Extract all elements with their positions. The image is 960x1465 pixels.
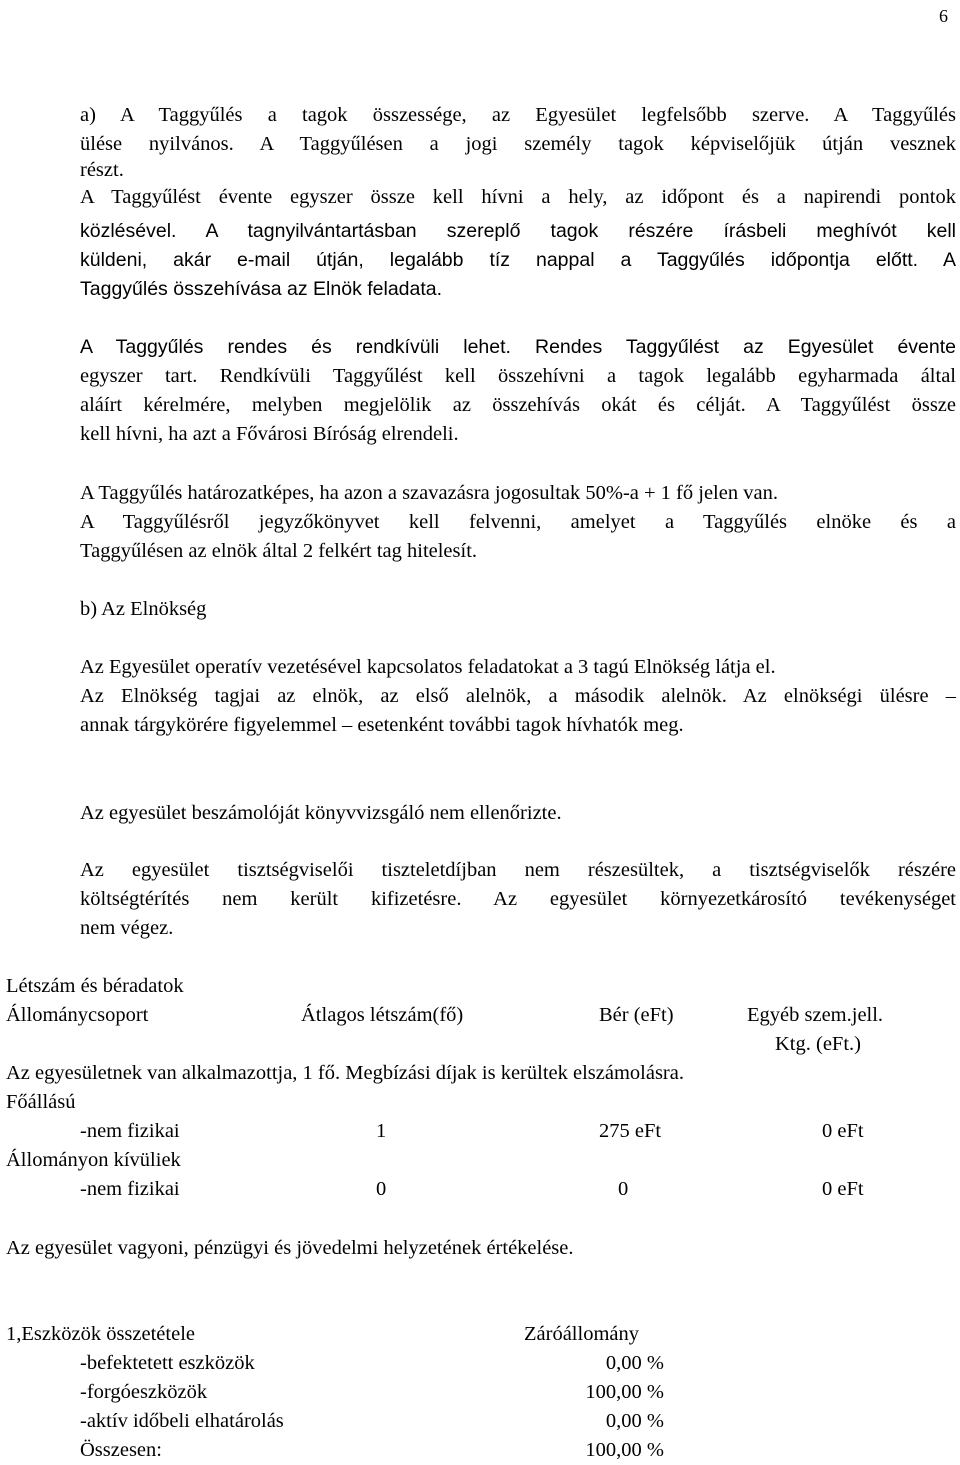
quorum-line-2: A Taggyűlésről jegyzőkönyvet kell felvenni, amelyet a Taggyűlés elnöke és a — [80, 511, 956, 533]
section-a-line-5: közlésével. A tagnyilvántartásban szereplő tagok részére írásbeli meghívót kell — [80, 220, 956, 242]
officials-line-3: nem végez. — [80, 917, 174, 939]
section-b-line-1: Az Egyesület operatív vezetésével kapcsolatos feladatokat a 3 tagú Elnökség látja el. — [80, 656, 776, 678]
officials-line-2: költségtérítés nem került kifizetésre. Az egyesület környezetkárosító tevékenységet — [80, 888, 956, 910]
quorum-paragraph — [80, 479, 956, 566]
assets-row-label: -forgóeszközök — [80, 1381, 208, 1403]
staff-col-other-line-2: Ktg. (eFt.) — [775, 1033, 861, 1055]
staff-row-1-label: -nem fizikai — [80, 1120, 180, 1142]
audit-statement: Az egyesület beszámolóját könyvvizsgáló nem ellenőrizte. — [80, 802, 562, 824]
staff-fulltime-label: Főállású — [6, 1091, 76, 1113]
assets-row-value: 0,00 % — [605, 1352, 664, 1374]
staff-row-1-avg: 1 — [376, 1120, 387, 1142]
staff-row-1-wage: 275 eFt — [599, 1120, 662, 1142]
quorum-line-1: A Taggyűlés határozatképes, ha azon a szavazásra jogosultak 50%-a + 1 fő jelen van. — [80, 482, 778, 504]
assets-row-value: 100,00 % — [585, 1381, 664, 1403]
staff-row-2-wage: 0 — [618, 1178, 629, 1200]
staff-col-group: Állománycsoport — [6, 1004, 149, 1026]
staff-title: Létszám és béradatok — [6, 975, 184, 997]
assets-col-closing: Záróállomány — [524, 1323, 639, 1345]
rendes-line-3: aláírt kérelmére, melyben megjelölik az összehívás okát és célját. A Taggyűlést össze — [80, 394, 956, 416]
section-b-line-3: annak tárgykörére figyelemmel – esetenként további tagok hívhatók meg. — [80, 714, 684, 736]
section-a-line-6: küldeni, akár e-mail útján, legalább tíz nappal a Taggyűlés időpontja előtt. A — [80, 249, 956, 271]
assets-title: 1,Eszközök összetétele — [6, 1323, 195, 1345]
assets-row-label: -befektetett eszközök — [80, 1352, 255, 1374]
section-a-line-4: A Taggyűlést évente egyszer össze kell hívni a hely, az időpont és a napirendi pontok — [80, 186, 956, 208]
rendes-line-2: egyszer tart. Rendkívüli Taggyűlést kell összehívni a tagok legalább egyharmada által — [80, 365, 956, 387]
page-number: 6 — [939, 6, 948, 26]
staff-row-1-other: 0 eFt — [822, 1120, 864, 1142]
staff-col-avg: Átlagos létszám(fő) — [301, 1004, 464, 1026]
section-b-paragraph — [80, 653, 956, 740]
assets-row-value: 0,00 % — [605, 1410, 664, 1432]
section-a-line-7: Taggyűlés összehívása az Elnök feladata. — [80, 278, 443, 300]
assets-row-label: -aktív időbeli elhatárolás — [80, 1410, 284, 1432]
assets-total-value: 100,00 % — [585, 1439, 664, 1461]
quorum-line-3: Taggyűlésen az elnök által 2 felkért tag hitelesít. — [80, 540, 478, 562]
staff-col-wage: Bér (eFt) — [599, 1004, 674, 1026]
officials-line-1: Az egyesület tisztségviselői tiszteletdíjban nem részesültek, a tisztségviselők részére — [80, 859, 956, 881]
rendes-line-4: kell hívni, ha azt a Fővárosi Bíróság elrendeli. — [80, 423, 459, 445]
assets-total-label: Összesen: — [80, 1439, 162, 1461]
officials-paragraph — [80, 856, 956, 943]
section-a-line-2: ülése nyilvános. A Taggyűlésen a jogi személy tagok képviselőjük útján vesznek — [80, 133, 956, 155]
staff-note: Az egyesületnek van alkalmazottja, 1 fő. Megbízási díjak is kerültek elszámolásra. — [6, 1062, 684, 1084]
staff-row-2-avg: 0 — [376, 1178, 387, 1200]
section-a-line-3: részt. — [80, 159, 124, 181]
section-b-heading: b) Az Elnökség — [80, 598, 207, 620]
staff-row-2-other: 0 eFt — [822, 1178, 864, 1200]
section-a-line-1: a) A Taggyűlés a tagok összessége, az Egyesület legfelsőbb szerve. A Taggyűlés — [80, 104, 956, 126]
rendes-line-1: A Taggyűlés rendes és rendkívüli lehet. Rendes Taggyűlést az Egyesület évente — [80, 336, 956, 358]
staff-row-2-label: -nem fizikai — [80, 1178, 180, 1200]
staff-col-other-line-1: Egyéb szem.jell. — [747, 1004, 884, 1026]
evaluation-heading: Az egyesület vagyoni, pénzügyi és jövedelmi helyzetének értékelése. — [6, 1237, 574, 1259]
section-b-line-2: Az Elnökség tagjai az elnök, az első alelnök, a második alelnök. Az elnökségi ülésre – — [80, 685, 956, 707]
staff-outside-label: Állományon kívüliek — [6, 1149, 181, 1171]
ordinary-extraordinary-paragraph — [80, 333, 956, 449]
